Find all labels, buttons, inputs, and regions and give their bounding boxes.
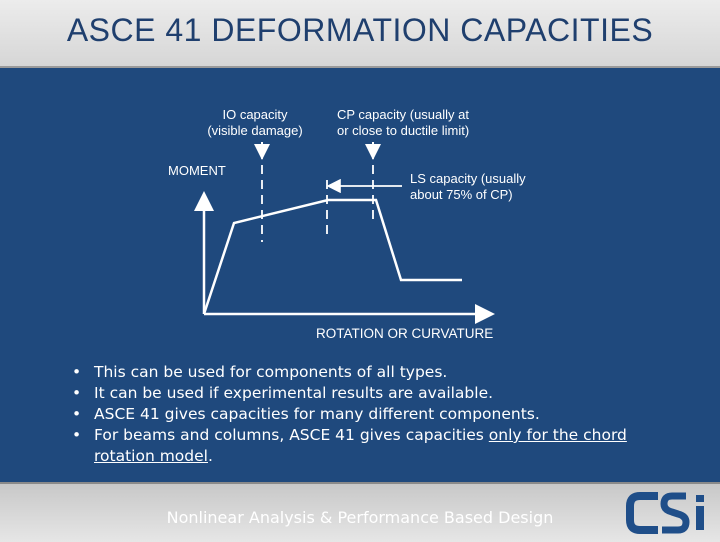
bullet-item	[72, 425, 692, 467]
footer	[0, 482, 720, 542]
bullet-text: .	[207, 447, 213, 465]
bullet-item: • ASCE 41 gives capacities for many different components.	[72, 404, 692, 425]
cp-label-line1: CP capacity (usually at	[337, 107, 469, 122]
io-label-line2: (visible damage)	[207, 123, 303, 138]
bullet-item: • It can be used if experimental results are available.	[72, 383, 692, 404]
underlined-text: rotation model	[94, 447, 208, 465]
io-label-line1: IO capacity	[222, 107, 288, 122]
x-axis-label: ROTATION OR CURVATURE	[316, 326, 494, 341]
csi-logo	[624, 490, 714, 536]
y-axis-label: MOMENT	[168, 163, 226, 178]
backbone-curve	[204, 200, 462, 314]
ls-label-line1: LS capacity (usually	[410, 171, 526, 186]
underlined-text: only for the chord	[488, 426, 627, 444]
bullet-list	[72, 362, 692, 467]
bullet-text: For beams and columns, ASCE 41 gives capacities	[94, 426, 489, 444]
ls-label-line2: about 75% of CP)	[410, 187, 513, 202]
bullet-item: • This can be used for components of all types.	[72, 362, 692, 383]
cp-label-line2: or close to ductile limit)	[337, 123, 470, 138]
footer-text: Nonlinear Analysis & Performance Based Design	[166, 508, 554, 527]
slide-title: ASCE 41 DEFORMATION CAPACITIES	[66, 12, 654, 48]
